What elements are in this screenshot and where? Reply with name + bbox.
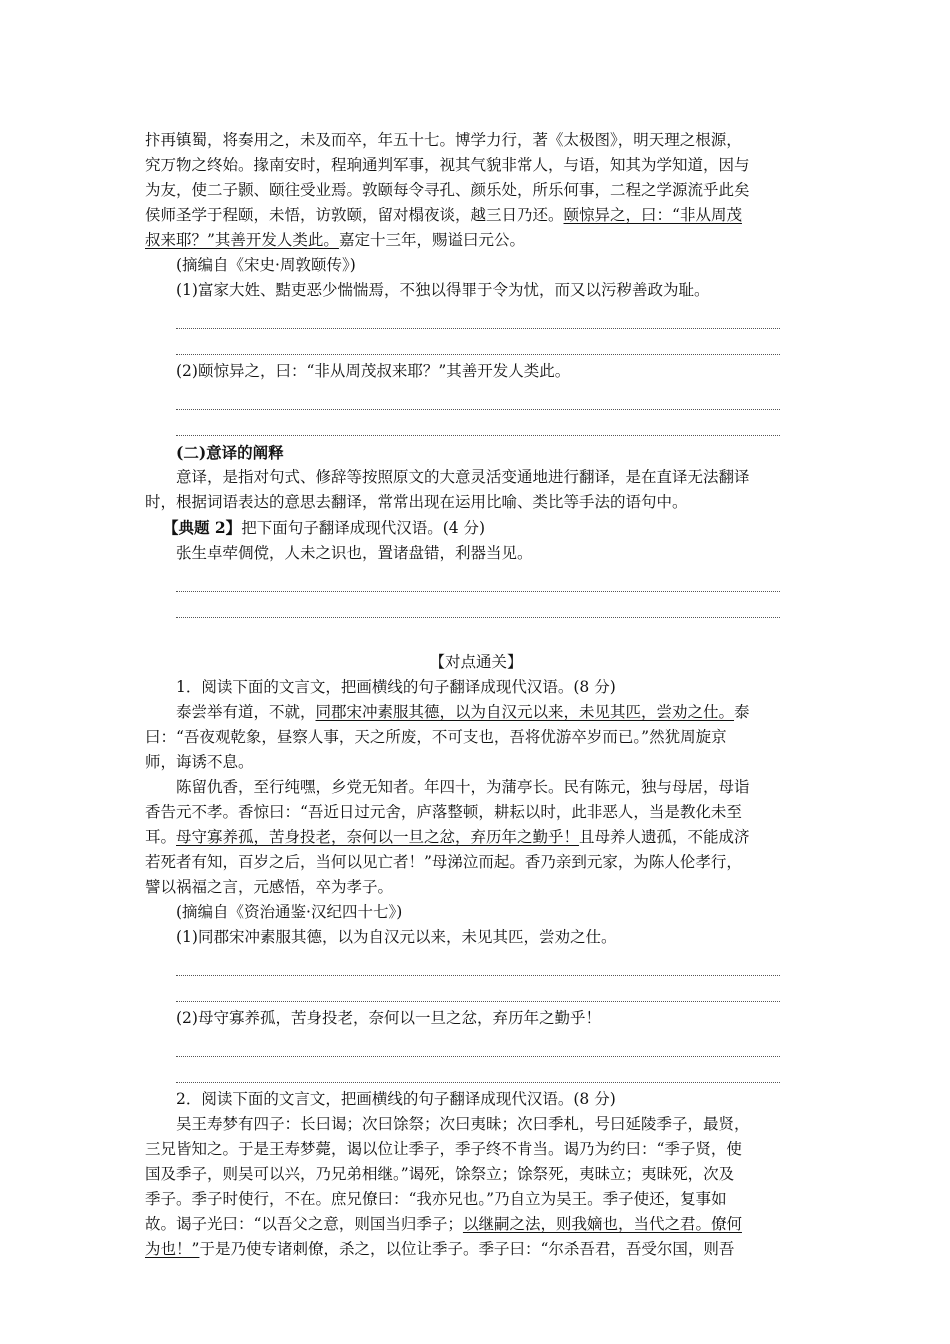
passage-text: 于是乃使专诸刺僚，杀之，以位让季子。季子曰：“尔杀吾君，吾受尔国，则吾	[199, 1240, 735, 1258]
passage-text: 耳。	[145, 828, 177, 846]
passage-line: 师，诲诱不息。	[145, 753, 254, 771]
answer-line[interactable]	[176, 354, 780, 355]
section-heading: (二)意译的阐释	[176, 443, 284, 462]
passage-line	[145, 825, 807, 850]
passage-line: 为友，使二子颢、颐往受业焉。敦颐每令寻孔、颜乐处，所乐何事，二程之学源流乎此矣	[145, 181, 750, 199]
example-sentence: 张生卓荦倜傥，人未之识也，置诸盘错，利器当见。	[176, 544, 533, 562]
passage-line: 国及季子，则吴可以兴，乃兄弟相继。”谒死，馀祭立；馀祭死，夷昧立；夷昧死，次及	[145, 1165, 735, 1183]
passage-text: 泰尝举有道，不就，	[176, 703, 316, 721]
passage-text: 嘉定十三年，赐谥曰元公。	[338, 231, 525, 249]
underlined-sentence: 颐惊异之，曰：“非从周茂	[563, 206, 742, 224]
passage-line	[145, 203, 807, 228]
underlined-sentence: 以继嗣之法，则我嫡也，当代之君。僚何	[462, 1215, 742, 1233]
source-citation: (摘编自《宋史·周敦颐传》)	[176, 256, 356, 274]
question-1: (1)同郡宋冲素服其德，以为自汉元以来，未见其匹，尝劝之仕。	[176, 928, 617, 946]
passage-line: 曰：“吾夜观乾象，昼察人事，天之所废，不可支也，吾将优游卒岁而已。”然犹周旋京	[145, 728, 727, 746]
source-citation: (摘编自《资治通鉴·汉纪四十七》)	[176, 903, 403, 921]
question-1: (1)富家大姓、黠吏恶少惴惴焉，不独以得罪于令为忧，而又以污秽善政为耻。	[176, 281, 710, 299]
question-2: (2)母守寡养孤，苦身投老，奈何以一旦之忿，弃历年之勤乎！	[176, 1009, 601, 1027]
underlined-sentence: 叔来耶？”其善开发人类此。	[145, 231, 339, 249]
passage-line: 香告元不孝。香惊曰：“吾近日过元舍，庐落整顿，耕耘以时，此非恶人，当是教化未至	[145, 803, 742, 821]
example-question	[145, 515, 807, 541]
passage-line	[145, 1212, 807, 1237]
passage-line	[145, 228, 807, 253]
passage-line: 譬以祸福之言，元感悟，卒为孝子。	[145, 878, 394, 896]
passage-line: 季子。季子时使行，不在。庶兄僚曰：“我亦兄也。”乃自立为吴王。季子使还，复事如	[145, 1190, 727, 1208]
answer-line[interactable]	[176, 435, 780, 436]
passage-line: 吴王寿梦有四子：长曰谒；次曰馀祭；次曰夷昧；次曰季札，号曰延陵季子，最贤，	[176, 1115, 750, 1133]
underlined-sentence: 同郡宋冲素服其德，以为自汉元以来，未见其匹，尝劝之仕。	[315, 703, 735, 721]
section-body: 时，根据词语表达的意思去翻译，常常出现在运用比喻、类比等手法的语句中。	[145, 493, 688, 511]
question-2: (2)颐惊异之，曰：“非从周茂叔来耶？”其善开发人类此。	[176, 362, 571, 380]
passage-line: 抃再镇蜀，将奏用之，未及而卒，年五十七。博学力行，著《太极图》，明天理之根源，	[145, 131, 742, 149]
document-page	[145, 128, 807, 1262]
underlined-sentence: 母守寡养孤，苦身投老，奈何以一旦之忿，弃历年之勤乎！	[176, 828, 580, 846]
underlined-sentence: 为也！”	[145, 1240, 200, 1258]
practice-item-1-prompt: 1．阅读下面的文言文，把画横线的句子翻译成现代汉语。(8 分)	[176, 678, 616, 696]
passage-zhou-dunyi	[145, 128, 807, 253]
passage-line: 若死者有知，百岁之后，当何以见亡者！”母涕泣而起。香乃亲到元家，为陈人伦孝行，	[145, 853, 742, 871]
passage-line: 陈留仇香，至行纯嘿，乡党无知者。年四十，为蒲亭长。民有陈元，独与母居，母诣	[176, 778, 750, 796]
answer-line[interactable]	[176, 1082, 780, 1083]
passage-text: 故。谒子光曰：“以吾父之意，则国当归季子；	[145, 1215, 463, 1233]
passage-text: 且母养人遗孤，不能成济	[579, 828, 750, 846]
passage-line: 究万物之终始。掾南安时，程珦通判军事，视其气貌非常人，与语，知其为学知道，因与	[145, 156, 750, 174]
passage-line: 三兄皆知之。于是王寿梦薨，谒以位让季子，季子终不肯当。谒乃为约曰：“季子贤，使	[145, 1140, 742, 1158]
example-text: 把下面句子翻译成现代汉语。(4 分)	[241, 519, 486, 537]
practice-item-2-prompt: 2．阅读下面的文言文，把画横线的句子翻译成现代汉语。(8 分)	[176, 1090, 616, 1108]
passage-text: 侯师圣学于程颐，未悟，访敦颐，留对榻夜谈，越三日乃还。	[145, 206, 564, 224]
practice-title: 【对点通关】	[429, 653, 523, 671]
example-label: 【典题 2】	[163, 518, 242, 537]
passage-text: 泰	[734, 703, 750, 721]
passage-line	[145, 1237, 807, 1262]
answer-line[interactable]	[176, 617, 780, 618]
passage-line	[145, 700, 807, 725]
answer-line[interactable]	[176, 1001, 780, 1002]
section-body: 意译，是指对句式、修辞等按照原文的大意灵活变通地进行翻译，是在直译无法翻译	[176, 468, 750, 486]
